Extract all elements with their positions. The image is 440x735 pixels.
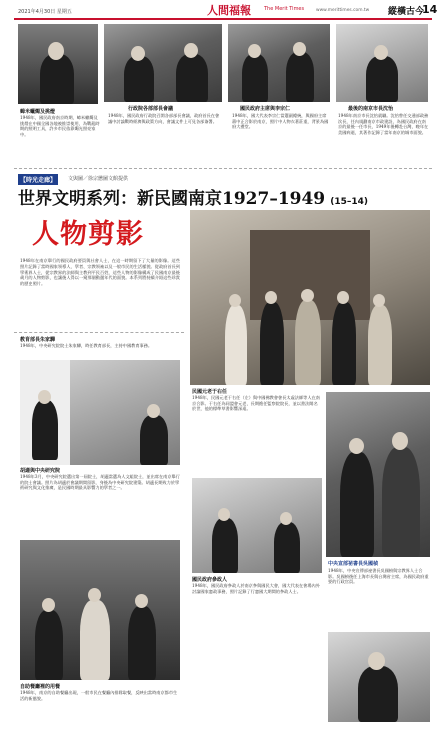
- caption-text-2: 1948年，國民政府行政院召開各部部長會議，政府首長在會議中討論戰時經濟與政策方向，會議文件上可見各部簽署。: [108, 113, 220, 124]
- header-rule: [14, 18, 432, 20]
- section-name: 縱橫古今: [388, 7, 425, 17]
- caption-title-5: 教育部長朱家驊: [20, 337, 56, 343]
- caption-text-10: 1948年，南京的自助餐廳出現，一般市民在餐廳內排隊取餐，反映出當時南京都市生活的新風貌。: [20, 690, 178, 701]
- separator-mid: [14, 332, 184, 333]
- photo-group-portrait: [190, 210, 430, 385]
- photo-candle-lamp: [18, 24, 98, 104]
- article-title-main: 世界文明系列：新民國南京1927–1949: [18, 189, 326, 209]
- caption-text-7: 1948年，民國元老于右任（左）與中國佛教會會長太虛法師等人在南京合影。于右任為同盟會元老，長期擔任監察院院長，並以書法聞名於世，他的標準草書影響深遠。: [192, 395, 320, 412]
- caption-text-9: 1948年，國民政府參政人於南京參與國民大會，國大代表在會場內外討論國家憲政事務，照片記錄了行憲國大期間的參政人士。: [192, 583, 320, 594]
- photo-cabinet-meeting: [104, 24, 222, 102]
- caption-title-4: 最後的南京市長沈怡: [348, 106, 394, 112]
- caption-text-5: 1948年，中央研究院院士朱家驊，時任教育部長，主持中國教育事務。: [20, 343, 153, 348]
- photo-president-li: [228, 24, 330, 102]
- article-title: [18, 184, 368, 209]
- caption-title-8: 中央宣部祕書長吳國楨: [328, 561, 379, 567]
- caption-title-9: 國民政府參政人: [192, 577, 228, 583]
- column-author: 文與圖／徐宗懋圖文館提供: [68, 176, 129, 182]
- page-header: [10, 2, 438, 18]
- page-number: 14: [422, 3, 438, 16]
- caption-text-4: 1948年南京市長沈怡就職。沈怡曾任交通部政務次長，任內規劃南京市政建設，為國民政府在南京的最後一任市長，1949年後轉赴台灣，晚年在美國病逝，其著作記錄了當年南京的城市面貌。: [338, 113, 429, 135]
- photo-wu-guozhen: [326, 392, 430, 557]
- photo-cafeteria: [20, 540, 180, 680]
- caption-title-3: 國民政府主席與李宗仁: [240, 106, 291, 112]
- column-tag: 【時光走廊】: [18, 174, 58, 185]
- caption-text-6: 1948年3月，中央研究院選出第一屆院士，胡適當選為人文組院士，並出席在南京舉行的院士會議。照片為胡適於會議期間留影，身後為中央研究院建築。胡適長期致力於學術研究與文化推廣，是民國時期最具影響力的學者之一。: [20, 474, 180, 491]
- caption-title-10: 自助餐廳裡的用餐: [20, 684, 61, 690]
- caption-title-2: 行政院各部部長會議: [128, 106, 174, 112]
- caption-text-3: 1948年，國大代表李宗仁當選副總統，與國府主席蔣中正合影於南京，照片中人物衣著莊重，背景為國府大禮堂。: [232, 113, 329, 130]
- intro-text: 1948年在南京舉行的國民政府要員與社會人士，在這一時期留下了大量的影像。這些照片記錄了當時國家領導人、學者、宗教領袖以及一般市民的生活樣貌。從政府首長到學術界人士，從宗教界的法師與主教到平民百姓，這些人物的影像構成了民國南京最後歲月的人物剪影，也讓後人得以一窺那個動盪年代的面貌。本系列將持續介紹這些珍貴的歷史照片。: [20, 258, 180, 287]
- photo-scholar: [328, 632, 430, 722]
- issue-date: 2021年4月30日 星期五: [18, 9, 72, 15]
- photo-nanjing-mayor: [336, 24, 428, 102]
- caption-text-8: 1948年，中央宣傳部祕書長吳國楨與宗教界人士合影。吳國楨後任上海市長與台灣省主席，為國民政府重要的行政官員。: [328, 568, 429, 585]
- newspaper-brand-en: The Merit Times: [264, 6, 305, 12]
- caption-title-1: 蟑米蠟燭及挑燈: [20, 109, 56, 115]
- caption-text-1: 1948年，國民政府南京時期，蟑米蠟燭及挑燈在中國全國各地被推崇使用，為戰亂時期的照明工具，許多市民依靠燭光照亮家中。: [20, 115, 100, 137]
- photo-hu-shi: [20, 360, 180, 465]
- website-url: www.merittimes.com.tw: [316, 8, 370, 13]
- article-subtitle: 人物剪影: [32, 219, 144, 250]
- caption-title-6: 胡適與中央研究院: [20, 468, 61, 474]
- photo-national-assembly: [192, 478, 322, 573]
- newspaper-brand: 人間福報: [207, 4, 251, 17]
- article-episode: (15–14): [330, 197, 369, 207]
- separator-top: [14, 168, 432, 169]
- caption-title-7: 民國元老于右任: [192, 389, 228, 395]
